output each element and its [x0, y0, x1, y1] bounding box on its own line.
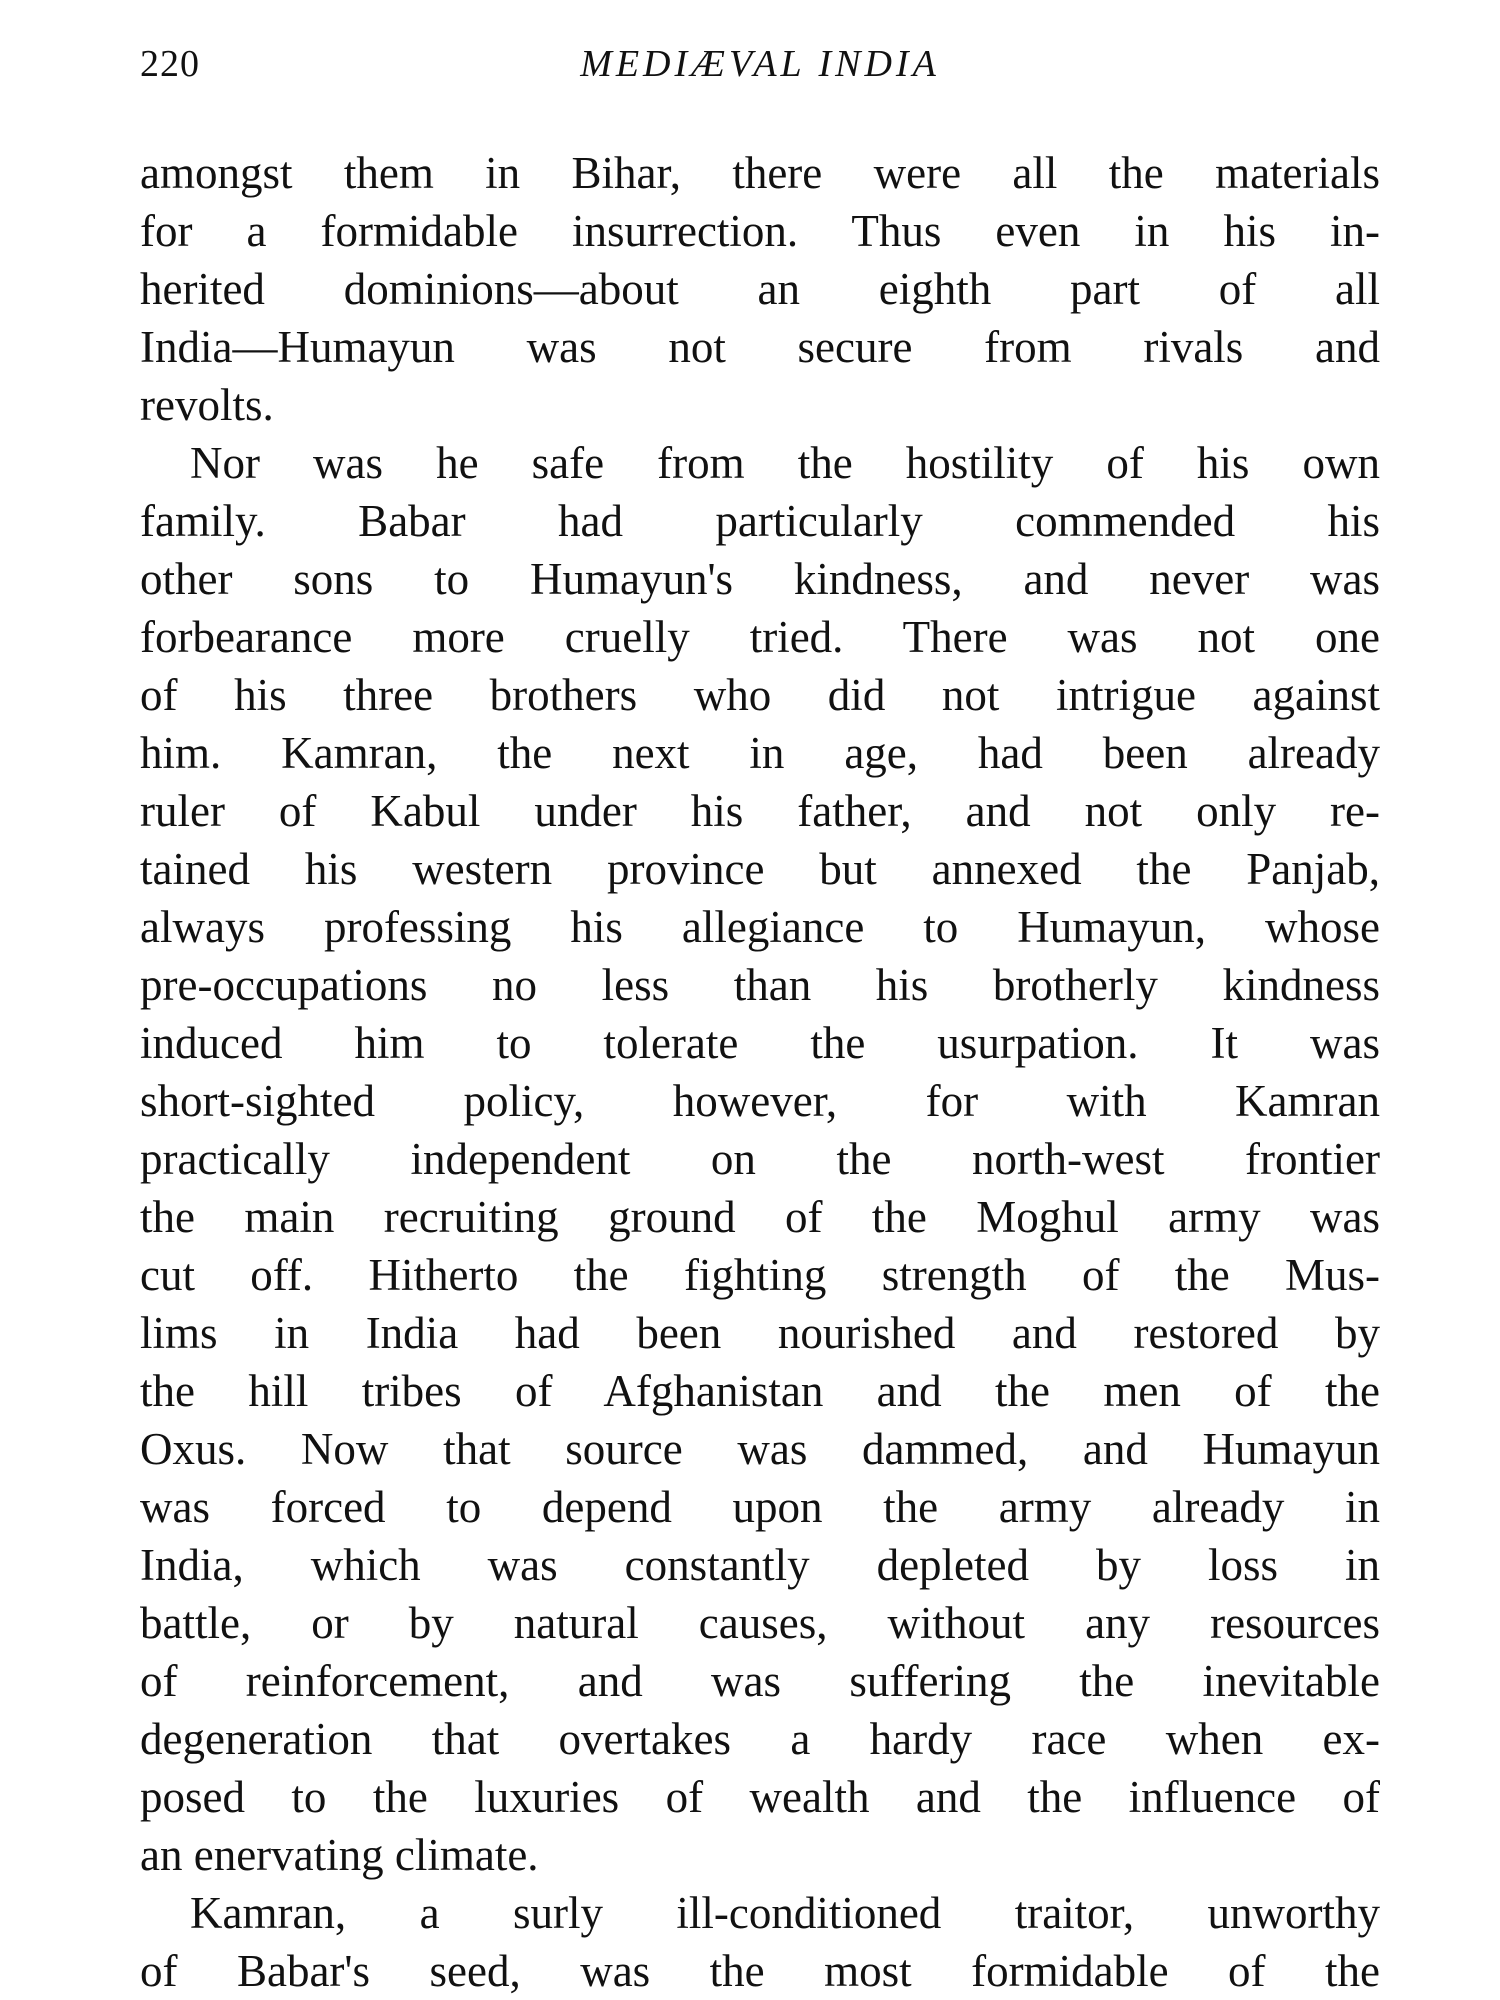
text-line: family. Babar had particularly commended his	[140, 496, 1380, 546]
text-line: always professing his allegiance to Humayun, whose	[140, 902, 1380, 952]
text-line: pre-occupations no less than his brotherly kindness	[140, 960, 1380, 1010]
text-line: of his three brothers who did not intrigue against	[140, 670, 1380, 720]
text-line: Kamran, a surly ill-conditioned traitor, unworthy	[190, 1888, 1380, 1938]
text-line: cut off. Hitherto the fighting strength of the Mus-	[140, 1250, 1380, 1300]
text-line: for a formidable insurrection. Thus even in his in-	[140, 206, 1380, 256]
text-line: India—Humayun was not secure from rivals and	[140, 322, 1380, 372]
text-line: Oxus. Now that source was dammed, and Humayun	[140, 1424, 1380, 1474]
text-line: posed to the luxuries of wealth and the influence of	[140, 1772, 1380, 1822]
text-line: Nor was he safe from the hostility of his own	[190, 438, 1380, 488]
text-line: him. Kamran, the next in age, had been already	[140, 728, 1380, 778]
text-line: amongst them in Bihar, there were all the materials	[140, 148, 1380, 198]
text-line: short-sighted policy, however, for with Kamran	[140, 1076, 1380, 1126]
page-number: 220	[140, 43, 200, 85]
text-line: lims in India had been nourished and restored by	[140, 1308, 1380, 1358]
text-line: India, which was constantly depleted by loss in	[140, 1540, 1380, 1590]
text-line: herited dominions—about an eighth part of all	[140, 264, 1380, 314]
paragraph	[140, 1884, 1380, 2000]
text-line: practically independent on the north-west frontier	[140, 1134, 1380, 1184]
text-line: was forced to depend upon the army already in	[140, 1482, 1380, 1532]
text-line: of reinforcement, and was suffering the inevitable	[140, 1656, 1380, 1706]
text-line: degeneration that overtakes a hardy race when ex-	[140, 1714, 1380, 1764]
paragraph	[140, 434, 1380, 1884]
text-line: battle, or by natural causes, without any resources	[140, 1598, 1380, 1648]
text-line: forbearance more cruelly tried. There was not one	[140, 612, 1380, 662]
text-line: an enervating climate.	[140, 1830, 539, 1880]
text-line: ruler of Kabul under his father, and not only re-	[140, 786, 1380, 836]
text-line: tained his western province but annexed the Panjab,	[140, 844, 1380, 894]
text-line: other sons to Humayun's kindness, and never was	[140, 554, 1380, 604]
page-header	[140, 42, 1380, 102]
text-line: revolts.	[140, 380, 274, 430]
running-title: MEDIÆVAL INDIA	[580, 43, 940, 85]
text-line: the hill tribes of Afghanistan and the men of the	[140, 1366, 1380, 1416]
text-line: the main recruiting ground of the Moghul army was	[140, 1192, 1380, 1242]
text-line: of Babar's seed, was the most formidable of the	[140, 1946, 1380, 1996]
text-line: induced him to tolerate the usurpation. It was	[140, 1018, 1380, 1068]
paragraph	[140, 144, 1380, 434]
body-text	[140, 144, 1380, 2000]
